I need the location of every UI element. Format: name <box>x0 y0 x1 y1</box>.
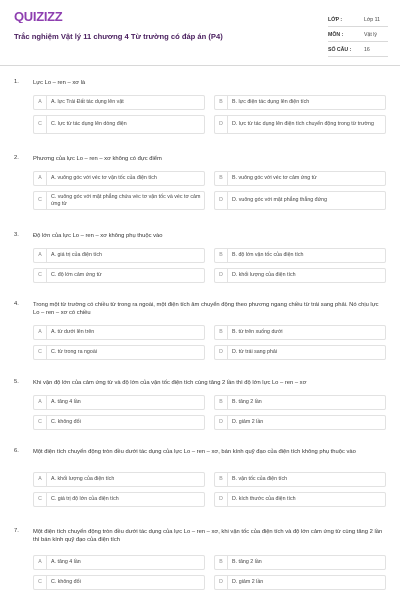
question-number: 1. <box>14 79 19 85</box>
option-letter: B <box>215 172 228 185</box>
option-c[interactable] <box>33 415 205 430</box>
option-letter: C <box>34 346 47 359</box>
option-text: A. vuông góc với véc tơ vận tốc của điện tích <box>51 175 157 182</box>
option-letter: B <box>215 556 228 569</box>
option-a[interactable] <box>33 248 205 263</box>
svg-text:QUIZIZZ: QUIZIZZ <box>14 9 63 23</box>
meta-row-subject <box>328 27 388 42</box>
option-letter: D <box>215 269 228 282</box>
option-letter: A <box>34 172 47 185</box>
option-letter: A <box>34 473 47 486</box>
question-text: Lực Lo – ren – xơ là <box>33 80 86 86</box>
option-a[interactable] <box>33 472 205 487</box>
option-letter: C <box>34 416 47 429</box>
question-text: Một điện tích chuyển động tròn đều dưới tác dụng của lực Lo – ren – xơ, khi vận tốc của điện tích và độ lớn cảm ứng từ cùng tăng 2 lần thì bán kính quỹ đạo của điện tích <box>33 529 383 544</box>
option-b[interactable] <box>214 472 386 487</box>
option-text: C. vuông góc với mặt phẳng chứa véc tơ vận tốc và véc tơ cảm ứng từ <box>51 194 201 207</box>
option-letter: D <box>215 576 228 589</box>
option-letter: A <box>34 396 47 409</box>
option-text: D. giảm 2 lần <box>232 419 264 426</box>
option-a[interactable] <box>33 555 205 570</box>
option-text: B. tăng 2 lần <box>232 399 262 406</box>
option-text: C. từ trong ra ngoài <box>51 349 97 356</box>
option-text: A. tăng 4 lần <box>51 399 81 406</box>
option-text: C. độ lớn cảm ứng từ <box>51 272 102 279</box>
option-c[interactable] <box>33 345 205 360</box>
option-letter: B <box>215 396 228 409</box>
option-text: D. lực từ tác dụng lên điện tích chuyển động trong từ trường <box>232 121 374 128</box>
option-letter: C <box>34 269 47 282</box>
option-text: D. từ trái sang phải <box>232 349 278 356</box>
option-c[interactable] <box>33 492 205 507</box>
option-d[interactable] <box>214 191 386 210</box>
option-b[interactable] <box>214 395 386 410</box>
option-d[interactable] <box>214 492 386 507</box>
option-letter: C <box>34 493 47 506</box>
question-text: Độ lớn của lực Lo – ren – xơ không phụ thuộc vào <box>33 233 163 239</box>
option-b[interactable] <box>214 248 386 263</box>
meta-value: Vật lý <box>364 32 377 38</box>
option-text: B. lực điện tác dụng lên điện tích <box>232 99 310 106</box>
option-letter: A <box>34 556 47 569</box>
quizizz-logo <box>14 9 74 23</box>
option-c[interactable] <box>33 191 205 210</box>
meta-row-grade <box>328 12 388 27</box>
option-a[interactable] <box>33 325 205 340</box>
option-letter: D <box>215 192 228 209</box>
meta-value: Lớp 11 <box>364 17 380 23</box>
option-d[interactable] <box>214 115 386 134</box>
option-text: B. độ lớn vận tốc của điện tích <box>232 252 304 259</box>
option-d[interactable] <box>214 268 386 283</box>
option-text: A. từ dưới lên trên <box>51 329 95 336</box>
option-c[interactable] <box>33 115 205 134</box>
option-c[interactable] <box>33 268 205 283</box>
option-letter: D <box>215 346 228 359</box>
option-letter: B <box>215 473 228 486</box>
option-a[interactable] <box>33 395 205 410</box>
option-letter: C <box>34 576 47 589</box>
question-number: 2. <box>14 155 19 161</box>
option-letter: D <box>215 416 228 429</box>
meta-key: SỐ CÂU : <box>328 47 352 53</box>
question-text: Một điện tích chuyển động tròn đều dưới tác dụng của lực Lo – ren – xơ, bán kính quỹ đạo của điện tích không phụ thuộc vào <box>33 449 356 455</box>
question-number: 4. <box>14 301 19 307</box>
option-a[interactable] <box>33 95 205 110</box>
option-letter: A <box>34 249 47 262</box>
option-b[interactable] <box>214 95 386 110</box>
meta-value: 16 <box>364 47 370 53</box>
option-text: D. kích thước của điện tích <box>232 496 296 503</box>
option-d[interactable] <box>214 575 386 590</box>
option-letter: C <box>34 116 47 133</box>
meta-row-count <box>328 42 388 57</box>
option-text: C. giá trị độ lớn của điện tích <box>51 496 119 503</box>
option-b[interactable] <box>214 325 386 340</box>
option-text: A. giá trị của điện tích <box>51 252 102 259</box>
option-text: D. khối lượng của điện tích <box>232 272 296 279</box>
option-text: B. tăng 2 lần <box>232 559 262 566</box>
option-text: D. giảm 2 lần <box>232 579 264 586</box>
option-text: C. không đổi <box>51 579 81 586</box>
question-number: 5. <box>14 379 19 385</box>
option-letter: C <box>34 192 47 209</box>
option-b[interactable] <box>214 171 386 186</box>
option-b[interactable] <box>214 555 386 570</box>
option-letter: B <box>215 249 228 262</box>
option-letter: A <box>34 96 47 109</box>
option-text: B. vuông góc với véc tơ cảm ứng từ <box>232 175 317 182</box>
option-text: A. lực Trái Đất tác dụng lên vật <box>51 99 124 106</box>
question-text: Khi vận độ lớn của cảm ứng từ và độ lớn của vận tốc điện tích cùng tăng 2 lần thì độ lớn lực Lo – ren – xơ <box>33 380 307 386</box>
meta-table <box>328 12 388 57</box>
question-number: 3. <box>14 232 19 238</box>
worksheet-header <box>0 0 400 66</box>
option-letter: B <box>215 96 228 109</box>
option-text: D. vuông góc với mặt phẳng thẳng đứng <box>232 197 328 204</box>
meta-key: MÔN : <box>328 32 344 38</box>
option-text: C. không đổi <box>51 419 81 426</box>
option-a[interactable] <box>33 171 205 186</box>
option-letter: B <box>215 326 228 339</box>
meta-key: LỚP : <box>328 17 343 23</box>
option-text: A. tăng 4 lần <box>51 559 81 566</box>
option-d[interactable] <box>214 345 386 360</box>
question-number: 7. <box>14 528 19 534</box>
option-text: B. vận tốc của điện tích <box>232 476 288 483</box>
worksheet-title: Trắc nghiệm Vật lý 11 chương 4 Từ trường có đáp án (P4) <box>14 32 223 41</box>
question-number: 6. <box>14 448 19 454</box>
option-letter: A <box>34 326 47 339</box>
question-text: Phương của lực Lo – ren – xơ không có đực điểm <box>33 156 162 162</box>
option-letter: D <box>215 493 228 506</box>
option-c[interactable] <box>33 575 205 590</box>
option-text: A. khối lượng của điện tích <box>51 476 115 483</box>
option-text: B. từ trên xuống dưới <box>232 329 283 336</box>
question-text: Trong một từ trường có chiều từ trong ra ngoài, một điện tích âm chuyển động theo phương ngang chiều từ trái sang phải. Nó chịu lực Lo – ren – xơ có chiều <box>33 302 379 317</box>
option-text: C. lực từ tác dụng lên dòng điện <box>51 121 127 128</box>
option-d[interactable] <box>214 415 386 430</box>
option-letter: D <box>215 116 228 133</box>
